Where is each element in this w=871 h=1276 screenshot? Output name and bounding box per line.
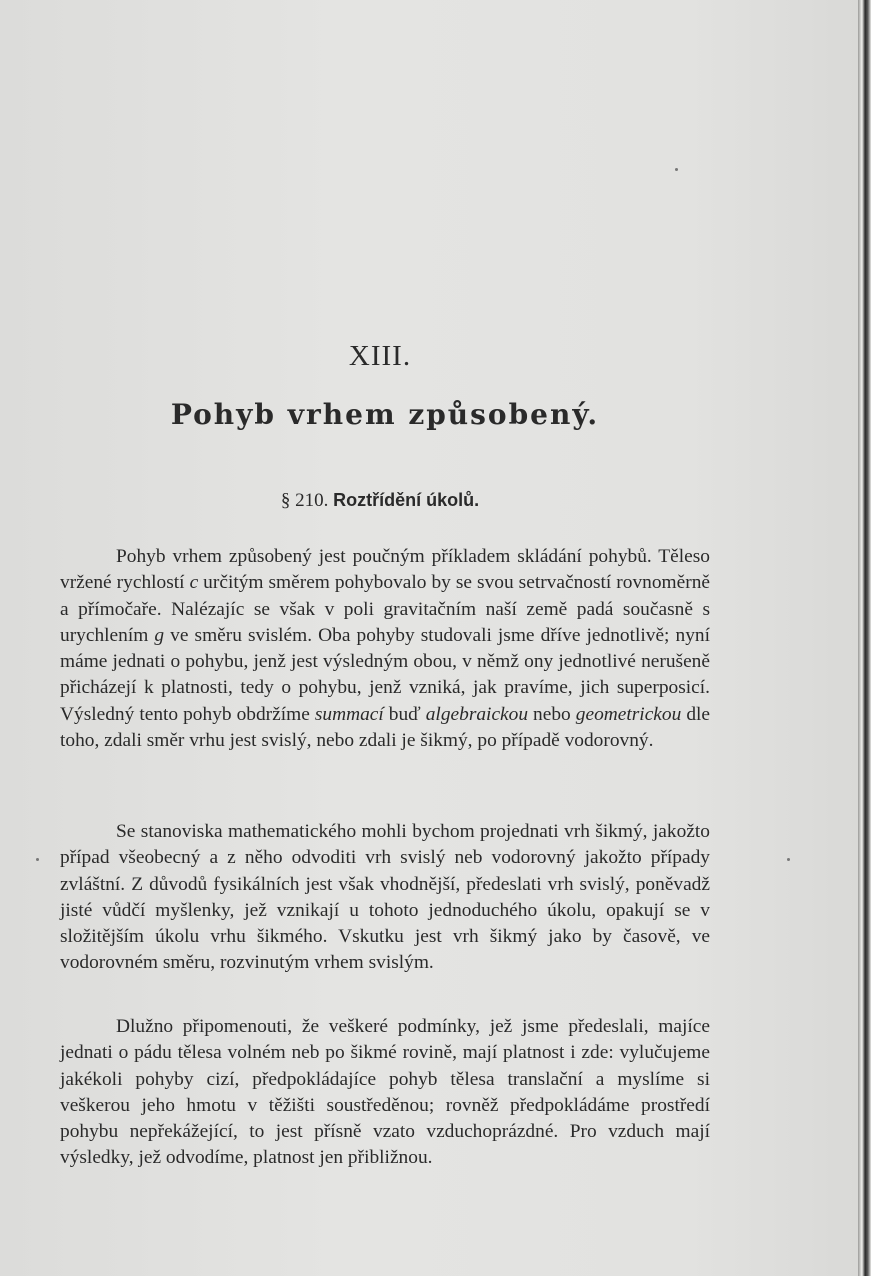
italic-algebraickou: algebraickou <box>425 703 529 725</box>
paragraph-1-text-a: Pohyb vrhem způsobený jest poučným příkladem skládání pohybů. Těleso vržené rychlostí <box>60 546 710 594</box>
italic-summaci: summací <box>314 703 384 725</box>
section-title: Roztřídění úkolů. <box>333 490 480 510</box>
paragraph-2-text: Se stanoviska mathematického mohli bychom projednati vrh šikmý, jakožto případ všeobecný a z něho odvoditi vrh svislý neb vodorovný jakožto případy zvláštní. Z důvodů fysikálních jest však vhodnější, předeslati vrh svislý, poněvadž jisté vůdčí myšlenky, jež vznikají u tohoto jednoduchého úkolu, opakují se v složitějším úkolu vrhu šikmého. Vskutku jest vrh šikmý jako by časově, ve vodorovném směru, rozvinutým vrhem svislým. <box>60 821 710 974</box>
page-edge <box>858 0 871 1276</box>
chapter-number: XIII. <box>348 340 412 372</box>
paragraph-2 <box>60 819 710 977</box>
paragraph-3-text: Dlužno připomenouti, že veškeré podmínky, jež jsme předeslali, majíce jednati o pádu tělesa volném neb po šikmé rovině, mají platnost i zde: vylučujeme jakékoli pohyby cizí, předpokládajíce pohyb tělesa translační a myslíme si veškerou jeho hmotu v těžišti soustředěnou; rovněž předpokládáme prostředí pohybu nepřekážející, to jest přísně vzato vzduchoprázdné. Pro vzduch mají výsledky, jež odvodíme, platnost jen přibližnou. <box>60 1016 710 1169</box>
paragraph-3 <box>60 1014 710 1172</box>
variable-c: c <box>189 572 199 594</box>
speck-mark <box>36 858 39 861</box>
variable-g: g <box>154 624 165 646</box>
paragraph-1-text-c: určitým směrem pohybovalo by se svou setrvačností rovnoměrně a přímočaře. Nalézajíc se však v poli gravitačním naší země padá současně s urychlením <box>60 572 710 646</box>
paragraph-1-text-e: ve směru svislém. Oba pohyby studovali jsme dříve jednotlivě; nyní máme jednati o pohybu, jenž jest výsledným obou, v němž ony jednotlivé nerušeně přicházejí k platnosti, tedy o pohybu, jenž vzniká, jak pravíme, jich superposicí. Výsledný tento pohyb obdržíme <box>60 624 710 725</box>
chapter-title: Pohyb vrhem způsobený. <box>170 398 600 431</box>
paragraph-1-text-g: buď <box>383 703 426 725</box>
speck-mark <box>675 168 678 171</box>
paragraph-1 <box>60 544 710 754</box>
paragraph-1-text-i: nebo <box>528 703 576 725</box>
speck-mark <box>787 858 790 861</box>
section-heading <box>0 490 760 512</box>
paragraph-1-text-k: dle toho, zdali směr vrhu jest svislý, nebo zdali je šikmý, po případě vodorovný. <box>60 703 711 752</box>
italic-geometrickou: geometrickou <box>575 703 682 725</box>
section-number: § 210. <box>280 490 329 511</box>
